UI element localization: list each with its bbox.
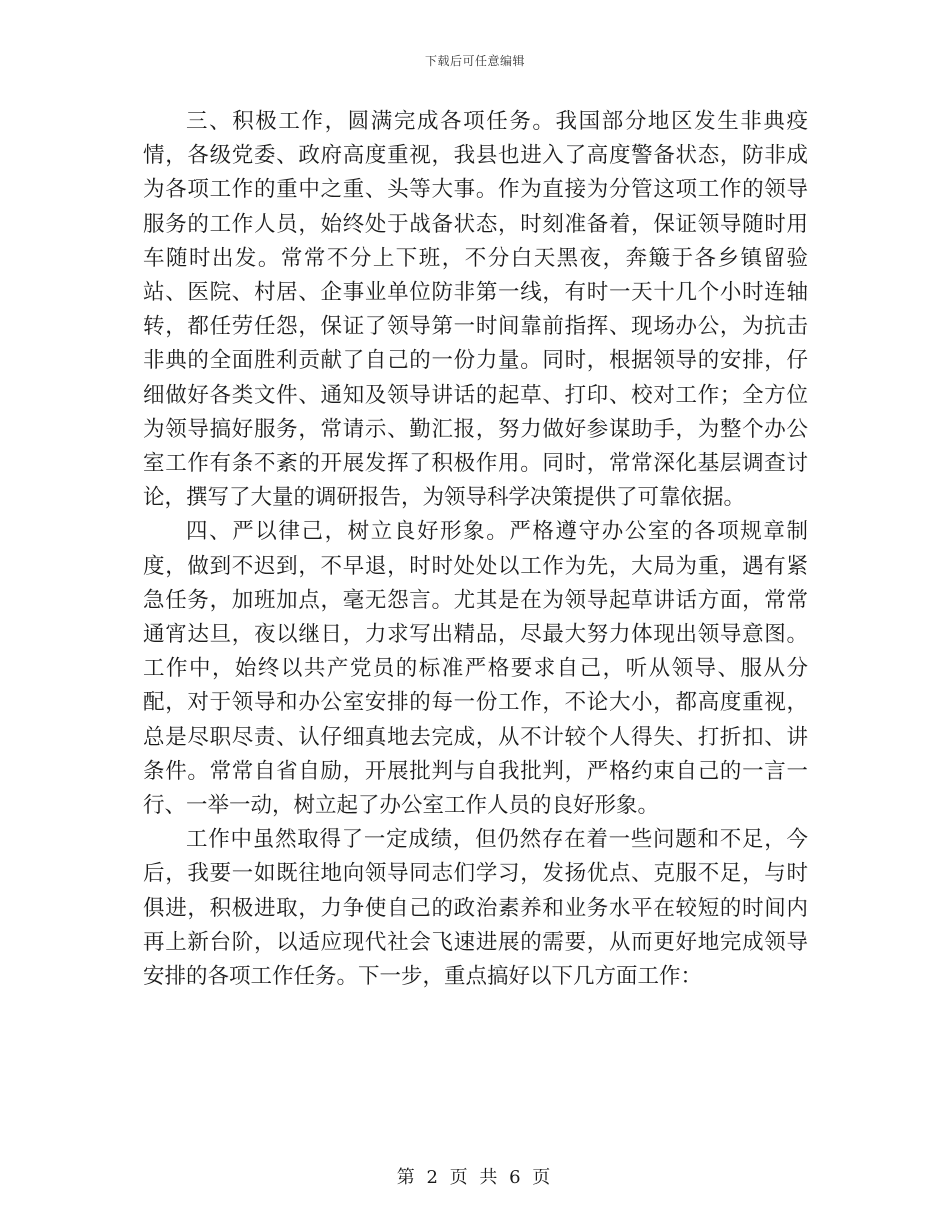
paragraph-summary-next-steps: 工作中虽然取得了一定成绩，但仍然存在着一些问题和不足，今后，我要一如既往地向领导同志们学习，发扬优点、克服不足，与时俱进，积极进取，力争使自己的政治素养和业务水平在较短的时间内再上新台阶，以适应现代社会飞速进展的需要，从而更好地完成领导安排的各项工作任务。下一步，重点搞好以下几方面工作： (143, 827, 808, 990)
page-header: 下载后可任意编辑 (424, 54, 525, 68)
document-body (143, 105, 808, 994)
page-number: 第 2 页 共 6 页 (396, 1167, 554, 1188)
paragraph-self-discipline: 四、严以律己，树立良好形象。严格遵守办公室的各项规章制度，做到不迟到，不早退，时时处处以工作为先，大局为重，遇有紧急任务，加班加点，毫无怨言。尤其是在为领导起草讲话方面，常常通宵达旦，夜以继日，力求写出精品，尽最大努力体现出领导意图。工作中，始终以共产党员的标准严格要求自己，听从领导、服从分配，对于领导和办公室安排的每一份工作，不论大小，都高度重视，总是尽职尽责、认仔细真地去完成，从不计较个人得失、打折扣、讲条件。常常自省自励，开展批判与自我批判，严格约束自己的一言一行、一举一动，树立起了办公室工作人员的良好形象。 (143, 519, 808, 819)
paragraph-work-tasks: 三、积极工作，圆满完成各项任务。我国部分地区发生非典疫情，各级党委、政府高度重视，我县也进入了高度警备状态，防非成为各项工作的重中之重、头等大事。作为直接为分管这项工作的领导服务的工作人员，始终处于战备状态，时刻准备着，保证领导随时用车随时出发。常常不分上下班，不分白天黑夜，奔簸于各乡镇留验站、医院、村居、企事业单位防非第一线，有时一天十几个小时连轴转，都任劳任怨，保证了领导第一时间靠前指挥、现场办公，为抗击非典的全面胜利贡献了自己的一份力量。同时，根据领导的安排，仔细做好各类文件、通知及领导讲话的起草、打印、校对工作；全方位为领导搞好服务，常请示、勤汇报，努力做好参谋助手，为整个办公室工作有条不紊的开展发挥了积极作用。同时，常常深化基层调查讨论，撰写了大量的调研报告，为领导科学决策提供了可靠依据。 (143, 109, 808, 511)
